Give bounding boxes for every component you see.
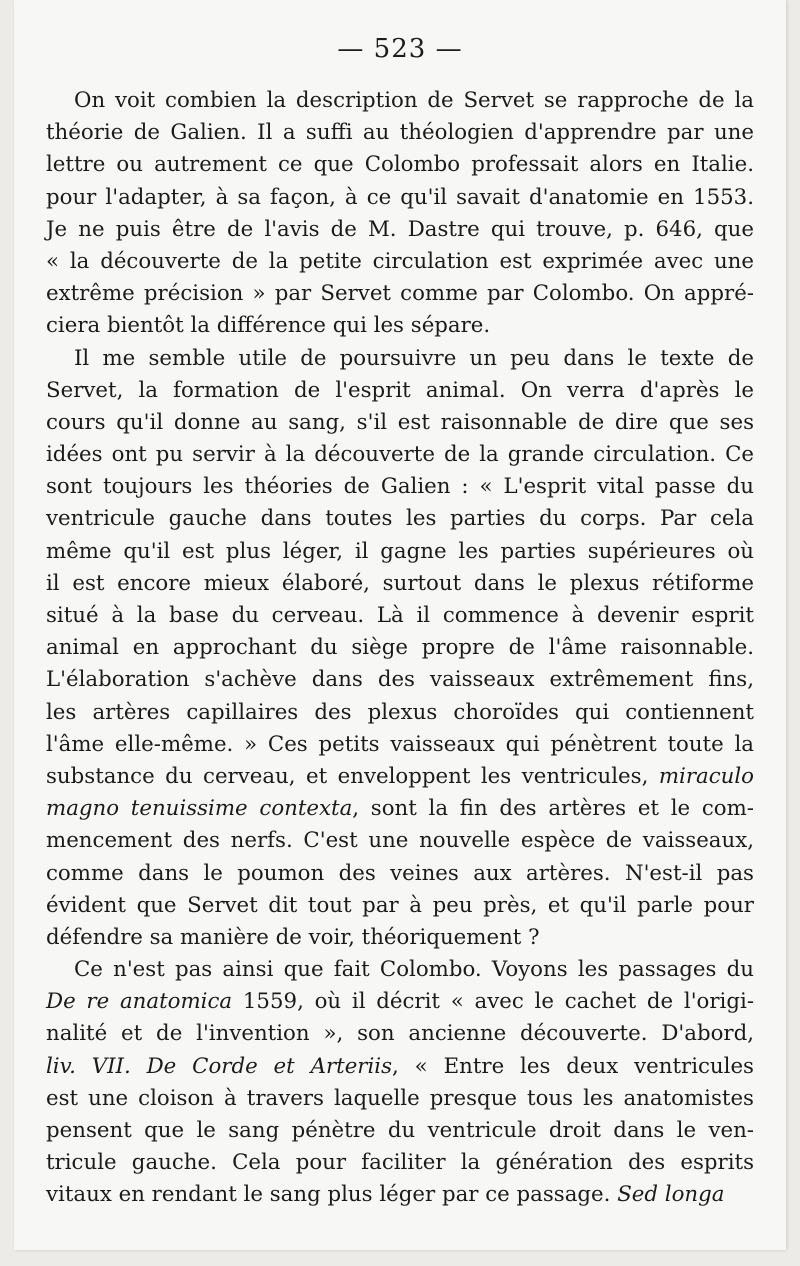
text-segment: défendre sa manière de voir, théoriquement ? (46, 924, 540, 950)
text-line (46, 310, 754, 342)
italic-text: liv. VII. De Corde et Arteriis (46, 1053, 393, 1079)
text-segment: situé à la base du cerveau. Là il commence à devenir esprit (46, 603, 754, 628)
text-line (46, 1115, 754, 1147)
text-line (46, 793, 754, 825)
text-line (46, 278, 754, 310)
text-line (46, 1018, 754, 1050)
text-segment: animal en approchant du siège propre de l'âme raisonnable. (46, 635, 754, 661)
text-line (46, 375, 754, 407)
paragraph (46, 343, 754, 955)
text-segment: nalité et de l'invention », son ancienne découverte. D'abord, (46, 1021, 754, 1047)
text-segment: L'élaboration s'achève dans des vaisseaux extrêmement fins, (46, 667, 754, 693)
text-line (46, 1147, 754, 1179)
text-segment: comme dans le poumon des veines aux artères. N'est-il pas (46, 860, 754, 886)
text-segment: ciera bientôt la différence qui les sépare. (46, 313, 491, 339)
text-segment: pensent que le sang pénètre du ventricule droit dans le ven- (46, 1118, 754, 1143)
text-segment: extrême précision » par Servet comme par Colombo. On appré- (46, 281, 754, 307)
text-line (46, 858, 754, 890)
text-segment: Ce n'est pas ainsi que fait Colombo. Voyons les passages du (74, 957, 754, 983)
text-line (46, 600, 754, 632)
text-line (46, 117, 754, 149)
text-line (46, 664, 754, 696)
text-line (46, 697, 754, 729)
paragraph (46, 954, 754, 1212)
text-segment: lettre ou autrement ce que Colombo professait alors en Italie. (46, 152, 754, 178)
text-segment: Servet, la formation de l'esprit animal. On verra d'après le (46, 377, 754, 403)
text-segment: est une cloison à travers laquelle presque tous les anatomistes (46, 1085, 754, 1111)
text-segment: , « Entre les deux ventricules (392, 1053, 754, 1079)
text-line (46, 1179, 754, 1211)
body-text (46, 85, 754, 1212)
text-line (46, 954, 754, 986)
text-line (46, 149, 754, 181)
text-segment: les artères capillaires des plexus choroïdes qui contiennent (46, 699, 754, 725)
text-segment: l'âme elle-même. » Ces petits vaisseaux qui pénètrent toute la (46, 731, 754, 757)
text-line (46, 182, 754, 214)
text-line (46, 343, 754, 375)
text-segment: substance du cerveau, et enveloppent les ventricules, (46, 763, 659, 789)
text-line (46, 471, 754, 503)
text-segment: « la découverte de la petite circulation est exprimée avec une (46, 248, 754, 274)
italic-text: De re anatomica (46, 989, 233, 1015)
text-segment: cours qu'il donne au sang, s'il est raisonnable de dire que ses (46, 409, 754, 435)
text-line (46, 632, 754, 664)
italic-text: Sed longa (617, 1182, 725, 1208)
paragraph (46, 85, 754, 343)
text-line (46, 890, 754, 922)
text-line (46, 729, 754, 761)
text-segment: ventricule gauche dans toutes les parties du corps. Par cela (46, 506, 754, 532)
text-segment: sont toujours les théories de Galien : « L'esprit vital passe du (46, 474, 754, 500)
text-segment: Je ne puis être de l'avis de M. Dastre qui trouve, p. 646, que (46, 216, 754, 242)
text-segment: 1559, où il décrit « avec le cachet de l'origi- (232, 989, 755, 1015)
text-line (46, 214, 754, 246)
text-line (46, 986, 754, 1018)
text-segment: mencement des nerfs. C'est une nouvelle espèce de vaisseaux, (46, 828, 754, 854)
italic-text: miraculo (658, 763, 754, 789)
text-segment: On voit combien la description de Servet se rapproche de la (74, 88, 754, 113)
text-segment: pour l'adapter, à sa façon, à ce qu'il savait d'anatomie en 1553. (46, 184, 754, 210)
text-segment: Il me semble utile de poursuivre un peu dans le texte de (74, 345, 754, 371)
text-line (46, 761, 754, 793)
text-segment: tricule gauche. Cela pour faciliter la génération des esprits (46, 1150, 754, 1176)
text-line (46, 1083, 754, 1115)
text-line (46, 85, 754, 117)
text-segment: théorie de Galien. Il a suffi au théologien d'apprendre par une (46, 120, 754, 146)
text-line (46, 503, 754, 535)
text-line (46, 1051, 754, 1083)
text-line (46, 246, 754, 278)
text-line (46, 922, 754, 954)
text-segment: évident que Servet dit tout par à peu près, et qu'il parle pour (46, 892, 754, 918)
text-segment: vitaux en rendant le sang plus léger par ce passage. (46, 1182, 618, 1208)
text-line (46, 568, 754, 600)
text-line (46, 407, 754, 439)
italic-text: magno tenuissime contexta (46, 796, 353, 822)
page-number: — 523 — (337, 34, 463, 64)
text-segment: il est encore mieux élaboré, surtout dans le plexus rétiforme (46, 570, 754, 596)
text-line (46, 536, 754, 568)
text-line (46, 825, 754, 857)
text-segment: , sont la fin des artères et le com- (352, 796, 754, 822)
text-segment: même qu'il est plus léger, il gagne les parties supérieures où (46, 538, 754, 564)
text-segment: idées ont pu servir à la découverte de la grande circulation. Ce (46, 442, 754, 468)
text-line (46, 439, 754, 471)
